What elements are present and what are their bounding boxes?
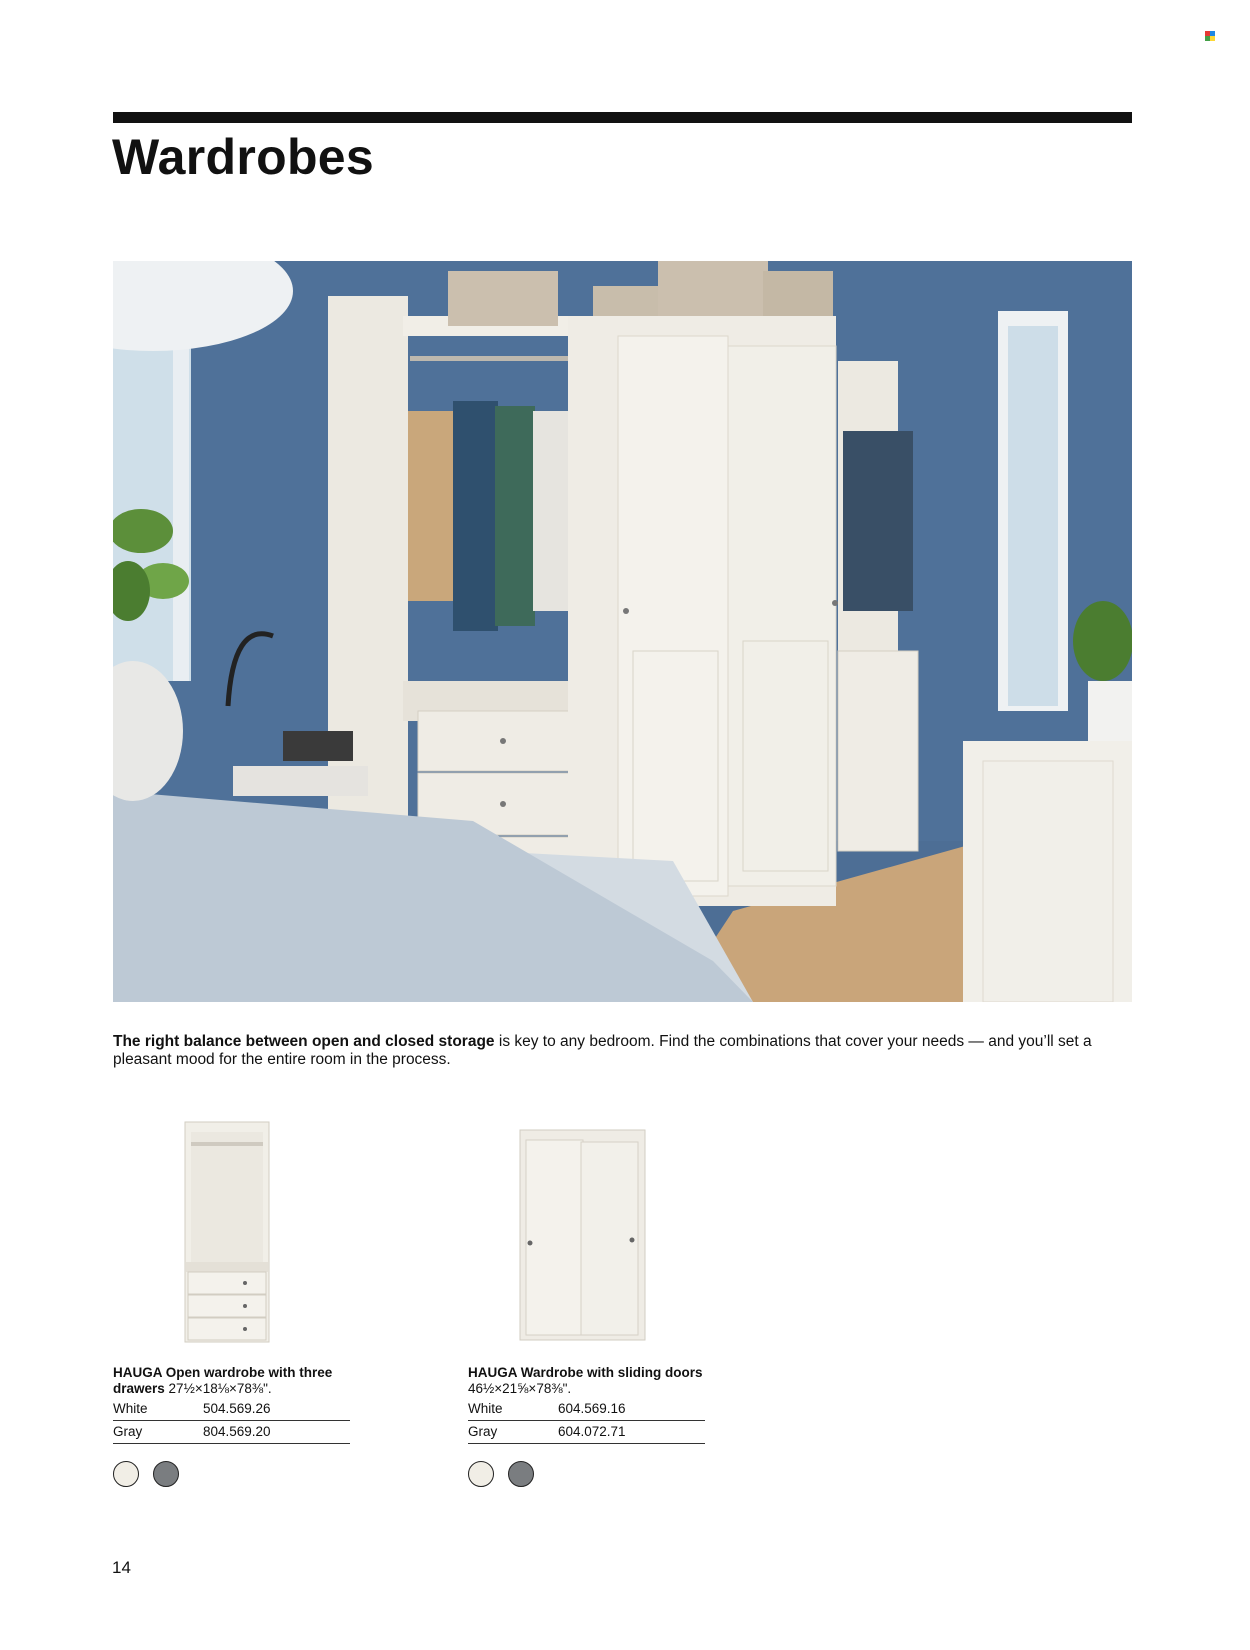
open-wardrobe-image: [183, 1120, 273, 1345]
bedroom-hero-image: [113, 261, 1132, 1002]
sliding-wardrobe-image: [518, 1128, 648, 1343]
gray-swatch[interactable]: [153, 1461, 179, 1487]
intro-bold: The right balance between open and closed storage: [113, 1033, 495, 1050]
variant-color: Gray: [113, 1424, 143, 1439]
gray-swatch[interactable]: [508, 1461, 534, 1487]
intro-rest: is key to any bedroom. Find the combinations that cover your needs — and you’ll set a pleasant mood for the entire room in the process.: [113, 1033, 1092, 1068]
title-rule: [113, 112, 1132, 123]
product-title: HAUGA Open wardrobe with three drawers: [113, 1365, 333, 1396]
product-name: [468, 1365, 708, 1397]
variant-color: White: [468, 1401, 503, 1416]
variant-color: White: [113, 1401, 148, 1416]
white-swatch[interactable]: [113, 1461, 139, 1487]
variant-row: [113, 1398, 350, 1421]
page-title: Wardrobes: [112, 129, 375, 185]
variant-row: [468, 1421, 705, 1444]
product-name: [113, 1365, 353, 1397]
variant-article: 604.569.16: [558, 1401, 626, 1416]
variant-article: 604.072.71: [558, 1424, 626, 1439]
variant-row: [113, 1421, 350, 1444]
variant-article: 504.569.26: [203, 1401, 271, 1416]
variant-article: 804.569.20: [203, 1424, 271, 1439]
brand-logo-icon: [1205, 31, 1215, 41]
product-dimensions: 46½×21⅝×78⅜".: [468, 1381, 572, 1396]
product-title: HAUGA Wardrobe with sliding doors: [468, 1365, 703, 1380]
white-swatch[interactable]: [468, 1461, 494, 1487]
intro-text: [113, 1033, 1123, 1069]
page-number: 14: [112, 1558, 131, 1577]
variant-row: [468, 1398, 705, 1421]
product-dimensions: 27½×18⅛×78⅜".: [168, 1381, 272, 1396]
variant-color: Gray: [468, 1424, 498, 1439]
